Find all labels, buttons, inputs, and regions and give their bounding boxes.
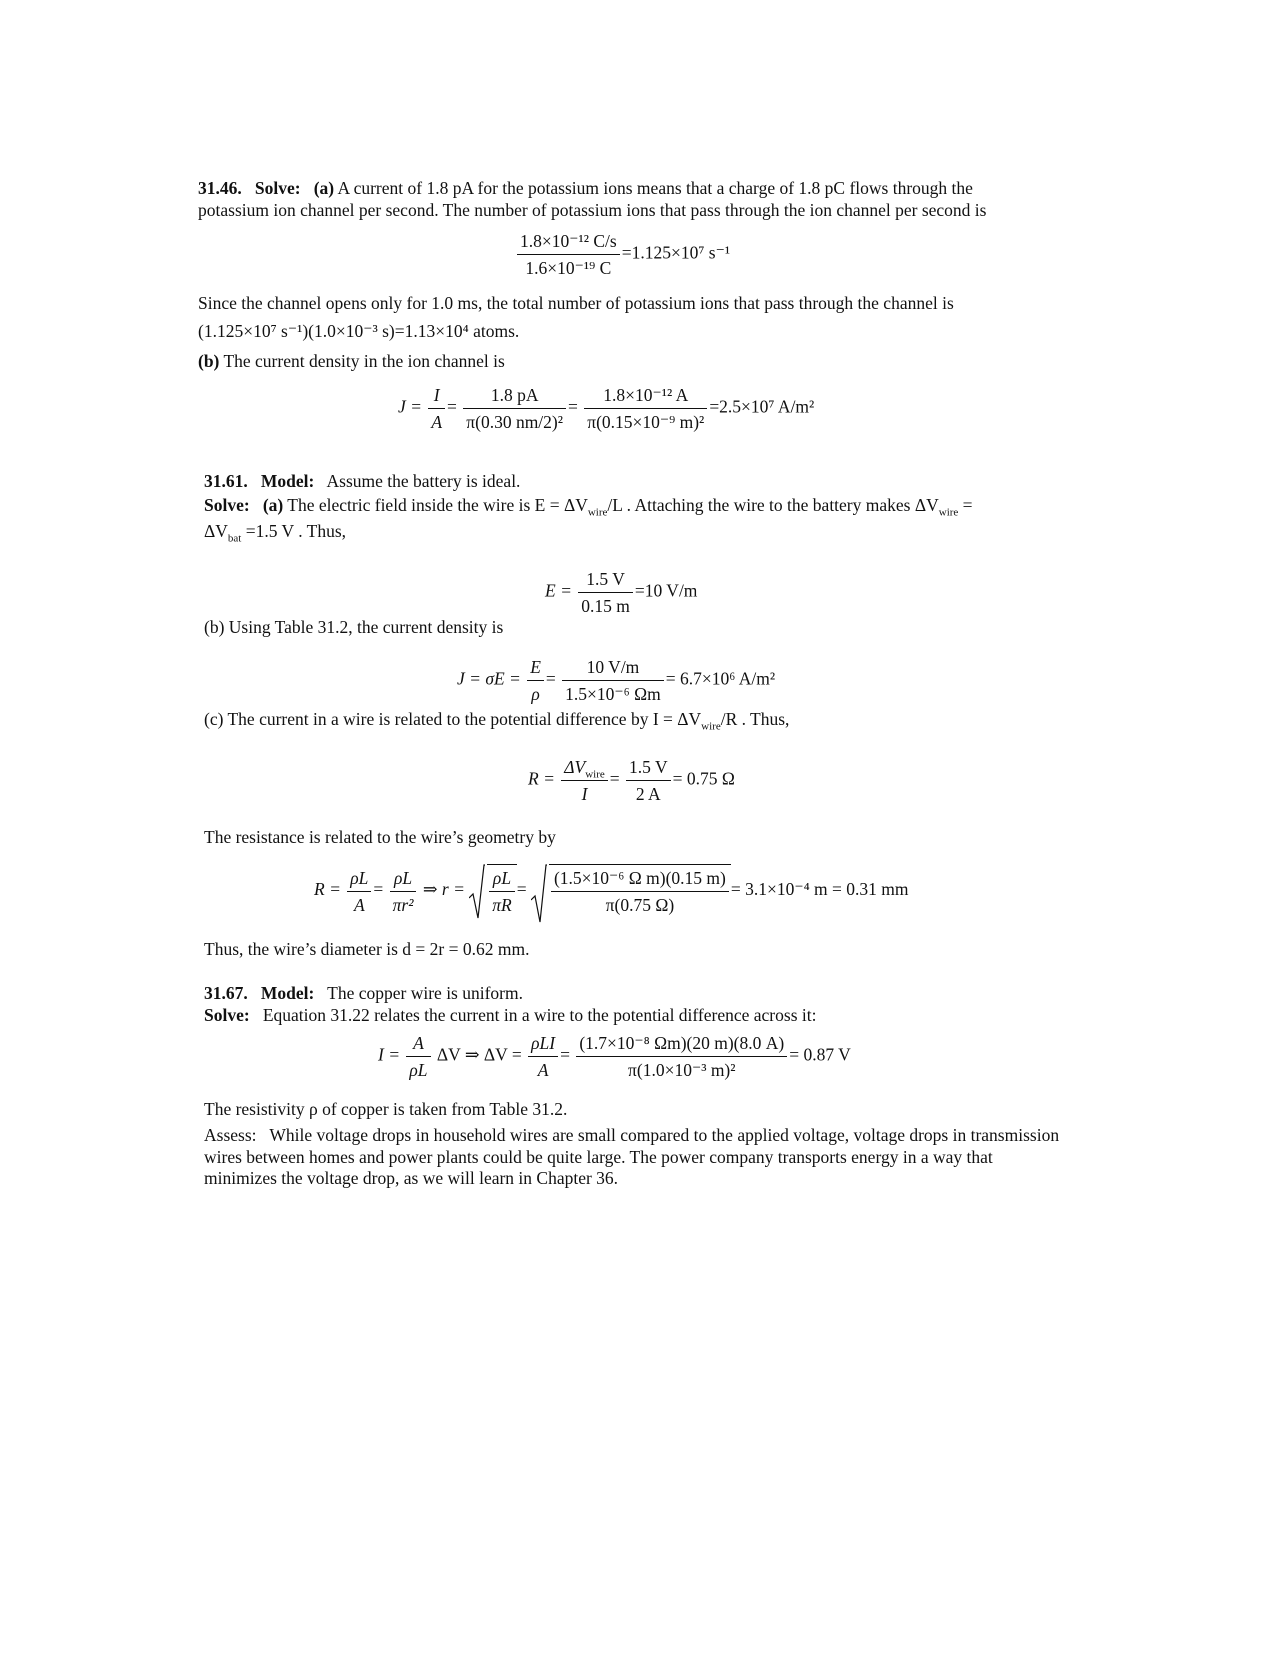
eq1-denominator: 1.6×10⁻¹⁹ C (525, 258, 612, 278)
eqG-sqrt1-num: ρL (489, 865, 514, 892)
solve-label: Solve: (204, 1005, 250, 1025)
eq67-frac3-den: π(1.0×10⁻³ m)² (628, 1060, 736, 1080)
solve-label: Solve: (204, 495, 250, 515)
eqE-lhs: E = (545, 580, 572, 601)
part-a-text-3: = (958, 495, 973, 515)
since-text-1: Since the channel opens only for 1.0 ms, the total number of potassium ions that pass through the channel is (198, 293, 954, 313)
problem-number: 31.61. (204, 471, 248, 491)
since-text-2: (1.125×10⁷ s⁻¹)(1.0×10⁻³ s)=1.13×10⁴ atoms. (198, 321, 520, 341)
eqG-mid: ⇒ r = (422, 879, 465, 900)
eqJ-rhs: = 6.7×10⁶ A/m² (665, 668, 776, 689)
eqE-num: 1.5 V (578, 566, 633, 593)
eqJ-lhs: J = σE = (457, 668, 521, 689)
eq67-lhs: I = (378, 1044, 401, 1065)
eq2-frac2-den: π(0.30 nm/2)² (466, 412, 563, 432)
resistivity-text: The resistivity ρ of copper is taken from Table 31.2. (204, 1099, 568, 1119)
model-label: Model: (260, 983, 315, 1003)
assess-text: While voltage drops in household wires are small compared to the applied voltage, voltage drops in transmission wires between homes and power plants could be quite large. The power company transports energy in a way that minimizes the voltage drop, as we will learn in Chapter 36. (204, 1125, 1060, 1188)
eqJ-frac2-num: 10 V/m (562, 654, 664, 681)
eqR-frac2-num: 1.5 V (626, 754, 671, 781)
eq2-lhs: J = (398, 396, 422, 417)
eqJ-frac1-den: ρ (531, 684, 540, 704)
eq67-frac2-den: A (537, 1060, 549, 1080)
sqrt-2 (531, 864, 731, 918)
eqR-frac2-den: 2 A (635, 784, 661, 804)
eq67-frac3-num: (1.7×10⁻⁸ Ωm)(20 m)(8.0 A) (576, 1030, 787, 1057)
part-b-text: The current density in the ion channel is (223, 351, 505, 371)
part-a-text-1: The electric field inside the wire is E = ΔV (287, 495, 588, 515)
eqG-frac1-den: A (353, 894, 365, 915)
eqG-frac2-den: πr² (392, 894, 414, 915)
eq67-frac1-num: A (406, 1030, 430, 1057)
part-c-text: (c) The current in a wire is related to the potential difference by I = ΔV (204, 709, 702, 729)
eq2-frac2-num: 1.8 pA (463, 382, 566, 409)
eq1-numerator: 1.8×10⁻¹² C/s (517, 228, 620, 255)
problem-number: 31.67. (204, 983, 248, 1003)
eqG-frac1-num: ρL (347, 865, 371, 892)
eq2-rhs: =2.5×10⁷ A/m² (709, 396, 815, 417)
eq2-frac3-num: 1.8×10⁻¹² A (584, 382, 707, 409)
part-a-label: (a) (262, 495, 284, 515)
problem-31-46-line1 (198, 177, 973, 199)
eq67-rhs: = 0.87 V (789, 1044, 851, 1065)
equation-voltage-drop: I = $\frac{A}{\rho L}$ ΔV ⇒ ΔV = $\frac{\text{ρLI}}{A}$ = $\frac{\text{(1.7×10⁻⁸ Ωm)(20 m)(8.0 A)}}{\text{π(1.0×10⁻³ m)²}}$ = 0.87 V (378, 1030, 851, 1083)
part-c-line (204, 708, 790, 733)
eqJ-frac1-num: E (527, 654, 544, 681)
eqG-sqrt1-den: πR (492, 895, 512, 915)
part-c-sub: wire (701, 720, 721, 733)
thus-text: =1.5 V . Thus, (241, 521, 347, 541)
delta-v-text: ΔV (204, 521, 228, 541)
part-b-label: (b) (198, 351, 220, 371)
eq67-frac2-num: ρLI (528, 1030, 558, 1057)
problem-31-61-model (204, 470, 520, 492)
eqE-den: 0.15 m (581, 596, 630, 616)
eq2-frac3-den: π(0.15×10⁻⁹ m)² (587, 412, 705, 432)
equation-resistance: R = $\frac{\Delta V_{wire}}{I}$ = $\frac{1.5 V}{2 A}$ = 0.75 Ω (528, 754, 735, 807)
eqG-lhs: R = (314, 879, 341, 900)
eqG-sqrt2-den: π(0.75 Ω) (605, 895, 675, 915)
part-a-line-2 (204, 520, 347, 545)
problem-number: 31.46. (198, 178, 242, 198)
diameter-text: Thus, the wire’s diameter is d = 2r = 0.62 mm. (204, 939, 530, 959)
equation-ion-rate (515, 228, 730, 281)
solve-text: Equation 31.22 relates the current in a wire to the potential difference across it: (262, 1005, 817, 1025)
eq67-mid: ΔV ⇒ ΔV = (436, 1044, 522, 1065)
part-c-text-2: /R . Thus, (720, 709, 790, 729)
eq1-rhs: =1.125×10⁷ s⁻¹ (621, 242, 731, 263)
part-b-line (198, 350, 505, 372)
eqR-frac1-num: $\Delta V_{wire}$ (561, 754, 608, 781)
part-b-text: (b) Using Table 31.2, the current density is (204, 617, 504, 637)
intro-text-2: potassium ion channel per second. The number of potassium ions that pass through the ion channel per second is (198, 200, 987, 220)
eqR-frac1-den: I (581, 784, 588, 804)
problem-31-61-solve (204, 494, 973, 519)
part-a-label: (a) (313, 178, 335, 198)
intro-text-1: A current of 1.8 pA for the potassium ions means that a charge of 1.8 pC flows through the (337, 178, 973, 198)
problem-31-67-solve (204, 1004, 816, 1026)
eqR-lhs: R = (528, 768, 555, 789)
eqG-frac2-num: ρL (390, 865, 417, 892)
eqR-rhs: = 0.75 Ω (672, 768, 735, 789)
eqG-rhs: = 3.1×10⁻⁴ m = 0.31 mm (730, 879, 909, 900)
equation-current-density: J = $\frac{I}{A}$ = $\frac{1.8 pA}{\text{π(0.30 nm/2)²}}$ = $\frac{\text{1.8×10⁻¹² A}}{\text{π(0.15×10⁻⁹ m)²}}$ =2.5×10⁷ A/m² (398, 382, 814, 435)
geometry-text: The resistance is related to the wire’s geometry by (204, 827, 556, 847)
radical-sign-2 (531, 864, 547, 924)
problem-31-67-model (204, 982, 523, 1004)
model-text: Assume the battery is ideal. (326, 471, 521, 491)
part-a-sub-2: wire (938, 506, 959, 519)
eq2-frac1-den: A (431, 412, 443, 432)
assess-label: Assess: (204, 1125, 257, 1145)
part-a-sub-1: wire (587, 506, 608, 519)
eq67-frac1-den: ρL (409, 1060, 428, 1080)
eqG-sqrt2-num: (1.5×10⁻⁶ Ω m)(0.15 m) (551, 865, 729, 892)
equation-electric-field (545, 566, 697, 619)
eqE-rhs: =10 V/m (634, 580, 698, 601)
bat-subscript: bat (227, 532, 242, 545)
solve-label: Solve: (254, 178, 301, 198)
model-text: The copper wire is uniform. (327, 983, 523, 1003)
equation-geometry: R = $\frac{\rho L}{A}$ = $\frac{\rho L}{\text{πr²}}$ ⇒ r = $\frac{\rho L}{\pi R}$ = $\frac{\text{(1.5×10⁻⁶ Ω m)(0.15 m)}}{\pi(0.75 \Omega)}$ = 3.1×10⁻⁴ m = 0.31 mm (314, 864, 909, 918)
eq2-frac1-num: I (428, 382, 445, 409)
part-a-text-2: /L . Attaching the wire to the battery makes ΔV (607, 495, 939, 515)
sqrt-1 (469, 864, 516, 918)
eqJ-frac2-den: 1.5×10⁻⁶ Ωm (565, 684, 661, 704)
radical-sign-1 (469, 864, 485, 920)
model-label: Model: (260, 471, 315, 491)
assess-paragraph (204, 1125, 1064, 1190)
equation-current-density-2: J = σE = $\frac{E}{\rho}$ = $\frac{10 V/m}{\text{1.5×10⁻⁶ Ωm}}$ = 6.7×10⁶ A/m² (457, 654, 775, 707)
